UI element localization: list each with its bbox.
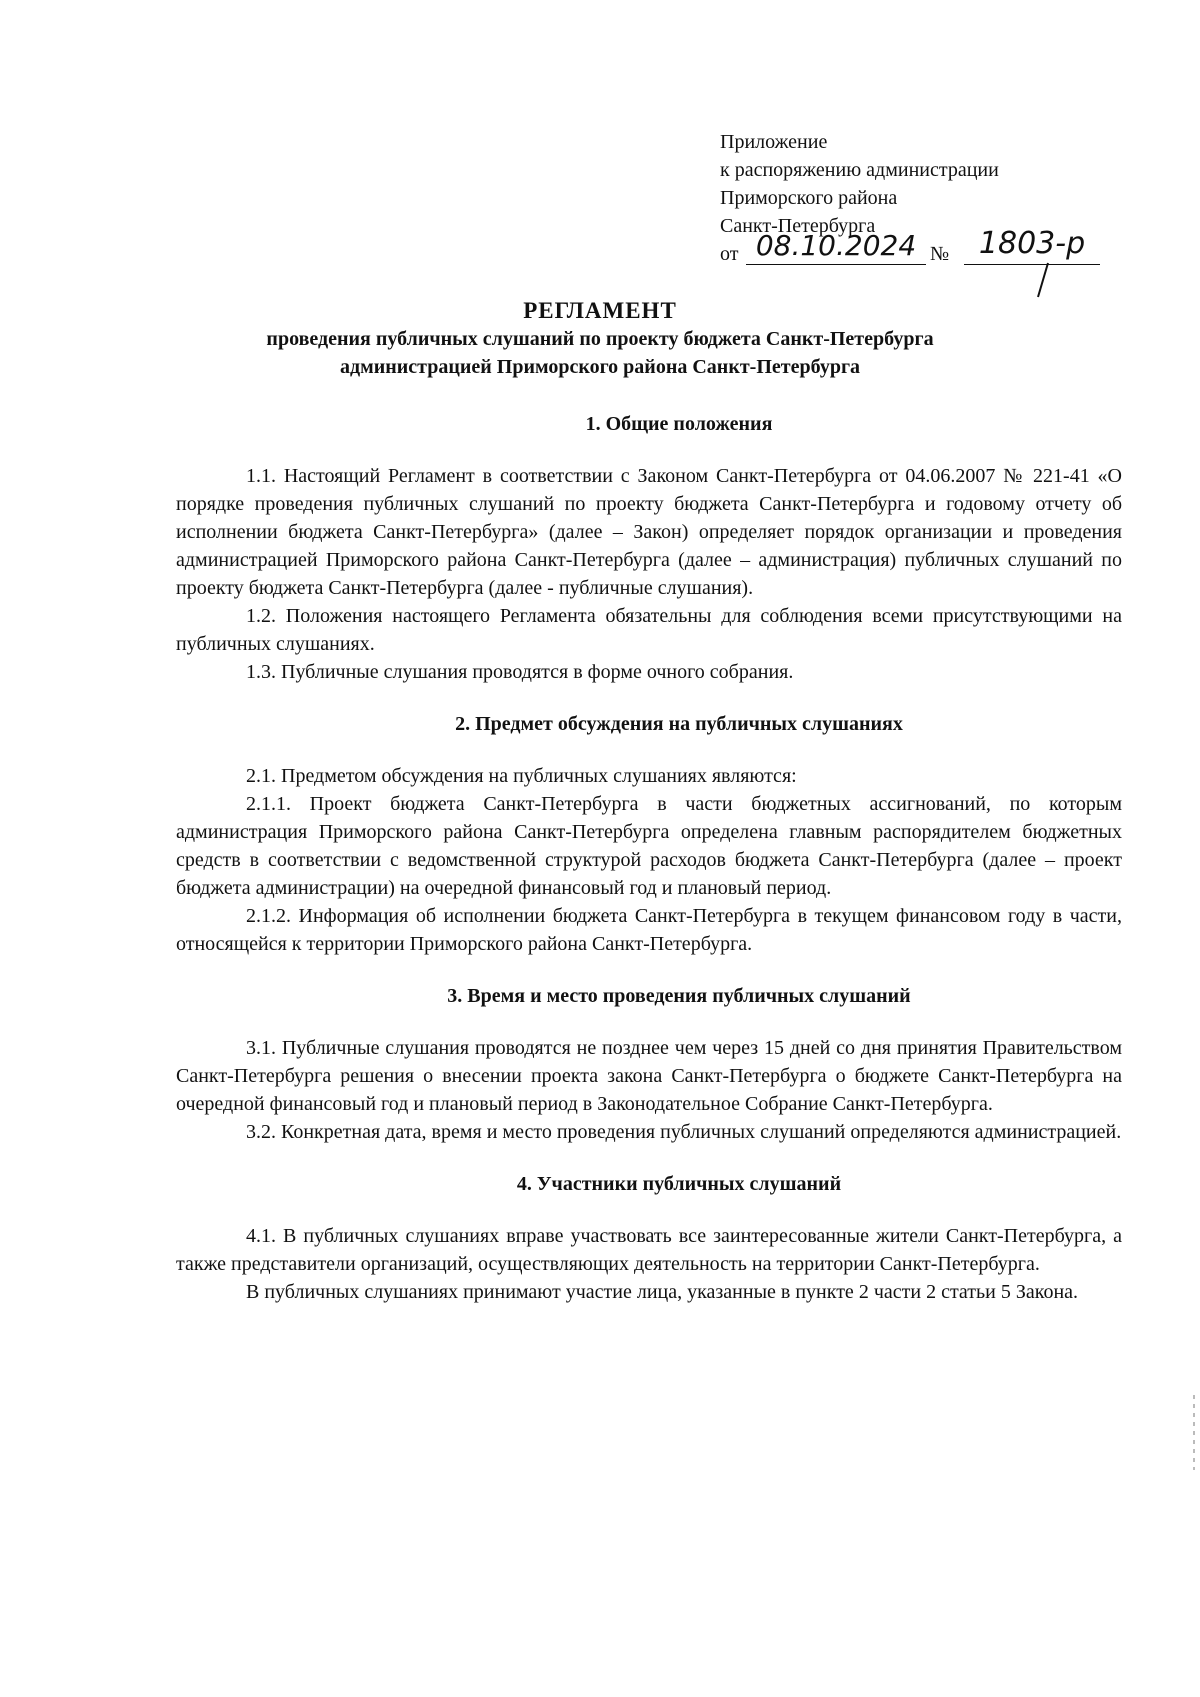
paragraph-3-1: 3.1. Публичные слушания проводятся не позднее чем через 15 дней со дня принятия Правительством Санкт-Петербурга решения о внесении проекта закона Санкт-Петербурга о бюджете Санкт-Петербурга на очередной финансовый год и плановый период в Законодательное Собрание Санкт-Петербурга.: [176, 1037, 1122, 1115]
document-body: [176, 410, 1122, 1306]
paragraph-1-1: 1.1. Настоящий Регламент в соответствии с Законом Санкт-Петербурга от 04.06.2007 № 221-41 «О порядке проведения публичных слушаний по проекту бюджета Санкт-Петербурга и годовому отчету об исполнении бюджета Санкт-Петербурга» (далее – Закон) определяет порядок организации и проведения администрацией Приморского района Санкт-Петербурга (далее – администрация) публичных слушаний по проекту бюджета Санкт-Петербурга (далее - публичные слушания).: [176, 465, 1122, 599]
number-sign: №: [930, 243, 950, 265]
section-heading-1: 1. Общие положения: [585, 413, 773, 435]
paragraph-3-2: 3.2. Конкретная дата, время и место проведения публичных слушаний определяются администрацией.: [246, 1121, 1122, 1143]
appendix-city: Санкт-Петербурга: [720, 215, 876, 237]
appendix-label: Приложение: [720, 131, 828, 153]
paragraph-2-1-2: 2.1.2. Информация об исполнении бюджета Санкт-Петербурга в текущем финансовом году в части, относящейся к территории Приморского района Санкт-Петербурга.: [176, 905, 1122, 955]
paragraph-2-1-1: 2.1.1. Проект бюджета Санкт-Петербурга в части бюджетных ассигнований, по которым администрация Приморского района Санкт-Петербурга определена главным распорядителем бюджетных средств в соответствии с ведомственной структурой расходов бюджета Санкт-Петербурга (далее – проект бюджета администрации) на очередной финансовый год и плановый период.: [176, 793, 1122, 899]
scan-edge-mark: [1193, 1395, 1195, 1470]
appendix-block: [720, 128, 1140, 270]
appendix-decree: к распоряжению администрации: [720, 159, 999, 181]
handwritten-number: 1803-р: [964, 224, 1100, 265]
paragraph-4-2: В публичных слушаниях принимают участие лица, указанные в пункте 2 части 2 статьи 5 Закона.: [246, 1281, 1079, 1303]
document-subtitle-line1: проведения публичных слушаний по проекту бюджета Санкт-Петербурга: [266, 328, 934, 350]
handwritten-stroke: [1036, 262, 1050, 298]
handwritten-date: 08.10.2024: [746, 228, 926, 265]
paragraph-4-1: 4.1. В публичных слушаниях вправе участвовать все заинтересованные жители Санкт-Петербурга, а также представители организаций, осуществляющих деятельность на территории Санкт-Петербурга.: [176, 1225, 1122, 1275]
date-prefix: от: [720, 243, 739, 265]
section-heading-4: 4. Участники публичных слушаний: [516, 1173, 842, 1195]
paragraph-1-2: 1.2. Положения настоящего Регламента обязательны для соблюдения всеми присутствующими на публичных слушаниях.: [176, 605, 1122, 655]
appendix-district: Приморского района: [720, 187, 898, 209]
section-heading-2: 2. Предмет обсуждения на публичных слушаниях: [455, 713, 903, 735]
paragraph-1-3: 1.3. Публичные слушания проводятся в форме очного собрания.: [246, 661, 794, 683]
paragraph-2-1: 2.1. Предметом обсуждения на публичных слушаниях являются:: [246, 765, 797, 787]
document-title: РЕГЛАМЕНТ: [523, 298, 677, 323]
document-subtitle-line2: администрацией Приморского района Санкт-Петербурга: [339, 356, 861, 378]
section-heading-3: 3. Время и место проведения публичных слушаний: [447, 985, 911, 1007]
